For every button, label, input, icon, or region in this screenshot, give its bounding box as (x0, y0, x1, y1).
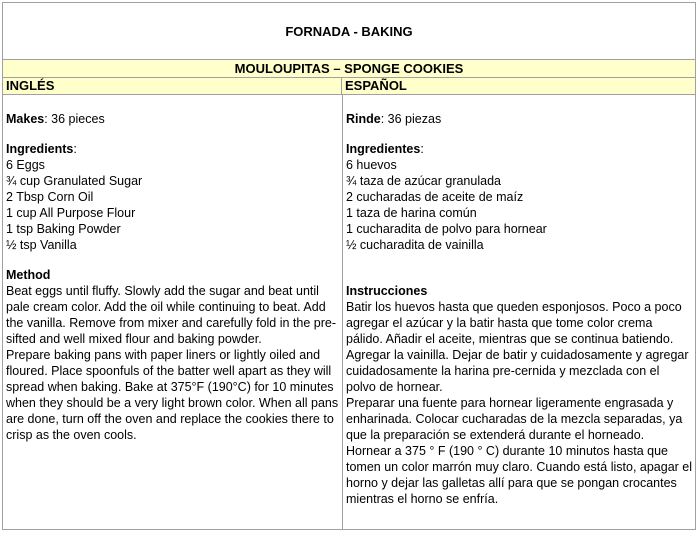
method-paragraph: Beat eggs until fluffy. Slowly add the sugar and beat until pale cream color. Add the oil while continuing to beat. Add the vanilla. Remove from mixer and carefully fold in the pre-sifted and well mixed flour and baking powder. (6, 284, 337, 346)
ingredients-colon: : (420, 142, 424, 156)
ingredients-heading (6, 141, 339, 157)
recipe-table (2, 2, 696, 530)
makes-value: : 36 piezas (380, 112, 442, 126)
ingredient-item: 6 Eggs (6, 158, 45, 172)
english-column (3, 95, 342, 443)
recipe-name: MOULOUPITAS – SPONGE COOKIES (3, 60, 695, 78)
ingredient-item: 2 Tbsp Corn Oil (6, 190, 94, 204)
ingredient-item: ½ cucharadita de vainilla (346, 238, 484, 252)
method-paragraph: Preparar una fuente para hornear ligeramente engrasada y enharinada. Colocar cucharadas de la mezcla separadas, ya que la preparación se extenderá durante el horneado. Hornear a 375 ° F (190 ° C) durante 10 minutos hasta que tomen un color marrón muy claro. Cuando está listo, apagar el horno y dejar las galletas allí para que se pongan crocantes mientras el horno se enfría. (346, 396, 693, 506)
ingredients-colon: : (73, 142, 77, 156)
method-heading: Method (6, 268, 51, 282)
ingredient-item: 1 tsp Baking Powder (6, 222, 121, 236)
makes-line (6, 111, 339, 127)
makes-value: : 36 pieces (44, 112, 105, 126)
column-heading-spanish: ESPAÑOL (342, 78, 695, 95)
ingredient-item: ½ tsp Vanilla (6, 238, 77, 252)
ingredients-label: Ingredients (6, 142, 74, 156)
ingredient-item: 2 cucharadas de aceite de maíz (346, 190, 524, 204)
ingredient-item: 1 taza de harina común (346, 206, 477, 220)
makes-label: Rinde (346, 112, 381, 126)
makes-line (346, 111, 692, 127)
ingredient-item: 1 cup All Purpose Flour (6, 206, 136, 220)
ingredient-item: ¾ taza de azúcar granulada (346, 174, 501, 188)
ingredient-item: 1 cucharadita de polvo para hornear (346, 222, 547, 236)
method-heading: Instrucciones (346, 284, 428, 298)
spanish-column (343, 95, 695, 507)
method-paragraph: Batir los huevos hasta que queden esponjosos. Poco a poco agregar el azúcar y la batir hasta que tome color crema pálido. Añadir el aceite, mientras que se continua batiendo. Agregar la vainilla. Dejar de batir y cuidadosamente y agregar cuidadosamente la harina pre-cernida y mezclada con el polvo de hornear. (346, 300, 689, 394)
method-paragraph: Prepare baking pans with paper liners or lightly oiled and floured. Place spoonfuls of the batter well apart as they will spread when baking. Bake at 375°F (190°C) for 10 minutes when they should be a very light brown color. When all pans are done, turn off the oven and replace the cookies there to crisp as the oven cools. (6, 348, 339, 442)
ingredient-item: ¾ cup Granulated Sugar (6, 174, 143, 188)
ingredient-item: 6 huevos (346, 158, 397, 172)
makes-label: Makes (6, 112, 45, 126)
column-heading-english: INGLÉS (3, 78, 342, 95)
ingredients-label: Ingredientes (346, 142, 421, 156)
ingredients-heading (346, 141, 692, 157)
page-title: FORNADA - BAKING (3, 3, 695, 60)
